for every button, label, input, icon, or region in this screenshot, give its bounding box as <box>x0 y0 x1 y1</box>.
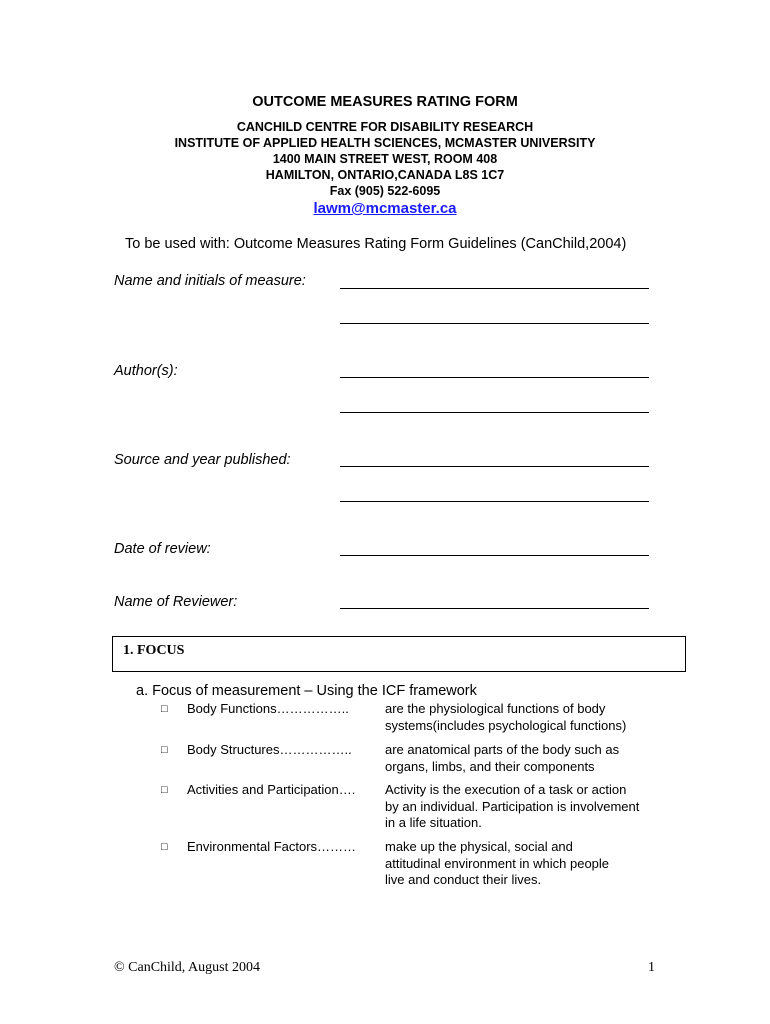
org-line-2: INSTITUTE OF APPLIED HEALTH SCIENCES, MCMASTER UNIVERSITY <box>174 136 596 150</box>
activities-term: Activities and Participation…. <box>187 782 356 797</box>
reviewer-label: Name of Reviewer: <box>114 594 238 610</box>
environmental-term: Environmental Factors……… <box>187 839 357 854</box>
source-line-2[interactable] <box>340 501 649 502</box>
source-label: Source and year published: <box>114 452 291 468</box>
environmental-desc: make up the physical, social and attitudinal environment in which people live and conduct their lives. <box>385 839 610 887</box>
focus-section-box <box>112 636 686 672</box>
address-line: 1400 MAIN STREET WEST, ROOM 408 <box>272 152 498 166</box>
body-structures-desc: are anatomical parts of the body such as organs, limbs, and their components <box>385 742 620 774</box>
authors-line-1[interactable] <box>340 377 649 378</box>
page-number: 1 <box>648 960 655 975</box>
review-date-label: Date of review: <box>114 541 211 557</box>
authors-label: Author(s): <box>114 363 178 379</box>
measure-name-label: Name and initials of measure: <box>114 273 306 289</box>
email-link[interactable]: lawm@mcmaster.ca <box>313 200 457 217</box>
authors-line-2[interactable] <box>340 412 649 413</box>
reviewer-line[interactable] <box>340 608 649 609</box>
fax-line: Fax (905) 522-6095 <box>329 184 441 198</box>
form-title: OUTCOME MEASURES RATING FORM <box>252 94 518 110</box>
city-line: HAMILTON, ONTARIO,CANADA L8S 1C7 <box>265 168 505 182</box>
measure-name-line-2[interactable] <box>340 323 649 324</box>
environmental-checkbox[interactable]: □ <box>161 841 168 853</box>
activities-desc: Activity is the execution of a task or action by an individual. Participation is involvement in a life situation. <box>385 782 640 830</box>
body-functions-checkbox[interactable]: □ <box>161 703 168 715</box>
footer-copyright: © CanChild, August 2004 <box>114 960 260 975</box>
source-line-1[interactable] <box>340 466 649 467</box>
org-line-1: CANCHILD CENTRE FOR DISABILITY RESEARCH <box>236 120 534 134</box>
focus-section-title: 1. FOCUS <box>123 643 185 658</box>
measure-name-line-1[interactable] <box>340 288 649 289</box>
focus-subheading: a. Focus of measurement – Using the ICF framework <box>136 683 477 699</box>
used-with-text: To be used with: Outcome Measures Rating Form Guidelines (CanChild,2004) <box>125 236 627 252</box>
body-structures-checkbox[interactable]: □ <box>161 744 168 756</box>
review-date-line[interactable] <box>340 555 649 556</box>
body-structures-term: Body Structures…………….. <box>187 742 352 757</box>
activities-checkbox[interactable]: □ <box>161 784 168 796</box>
body-functions-term: Body Functions…………….. <box>187 701 349 716</box>
body-functions-desc: are the physiological functions of body systems(includes psychological functions) <box>385 701 627 733</box>
